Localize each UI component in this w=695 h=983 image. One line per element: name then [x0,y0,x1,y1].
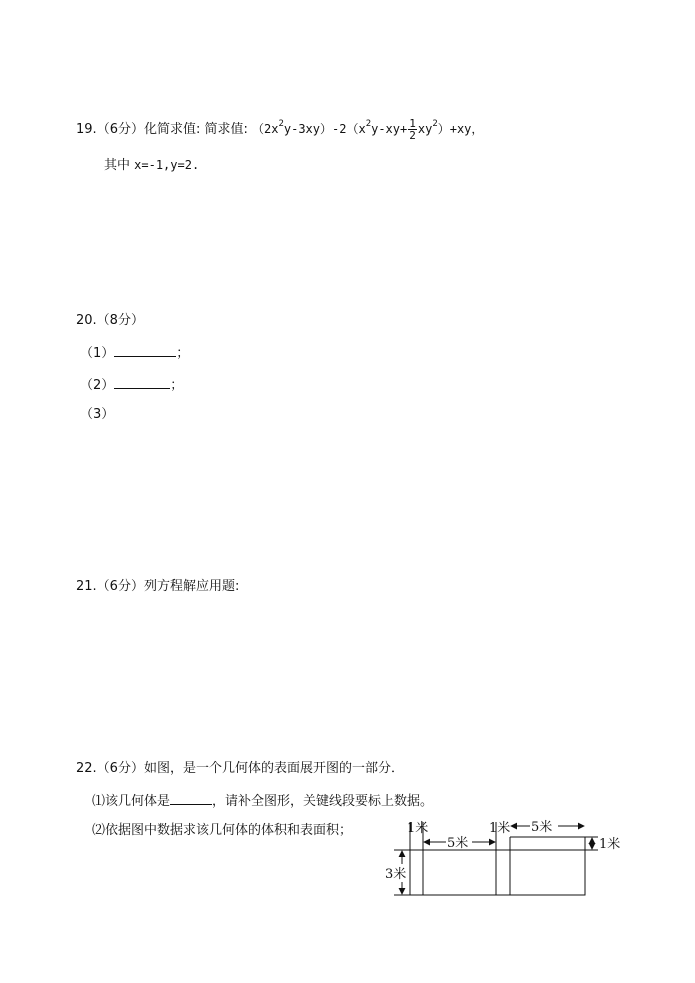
fraction-denominator: 2 [409,129,416,142]
q22-sub2: ⑵依据图中数据求该几何体的体积和表面积； [92,823,353,838]
net-face-large-right [510,850,585,895]
q20-part2-semicolon: ； [170,378,184,393]
dim-label-1m-right: 1米 [599,837,621,852]
exponent: 2 [278,119,284,129]
q20-part1-semicolon: ； [176,346,190,361]
dim-label-5m-first: 5米 [447,836,469,851]
q19-where-line [104,156,199,175]
q22-line [76,760,404,778]
q20-part2-answer-blank[interactable] [114,375,170,389]
expr-part: xy [417,122,433,136]
net-face-large-left [423,850,496,895]
expr-part: y-xy+ [371,122,408,136]
q21-text: 列方程解应用题: [143,579,240,594]
exponent: 2 [365,119,372,129]
dim-label-1m-second: 1米 [489,821,511,836]
q22-sub1-text-b: ，请补全图形，关键线段要标上数据。 [212,794,434,809]
exponent: 2 [432,119,438,129]
dim-label-1m-first: 1米 [407,821,429,836]
q22-sub1-answer-blank[interactable] [170,791,212,805]
fraction-numerator: 1 [409,117,416,130]
net-face-strip-left [410,850,423,895]
expr-part: （2x [252,122,279,136]
net-face-strip-right [496,850,510,895]
fraction-one-half [408,118,417,141]
q22-text: 如图，是一个几何体的表面展开图的一部分． [143,761,404,776]
expr-part: ）+xy， [437,122,484,136]
q20-part2 [80,375,183,395]
q19-lead-text: 化简求值: 简求值: [143,122,252,137]
q20-part1-answer-blank[interactable] [114,343,176,357]
net-diagram [380,812,640,902]
q19-where-label: 其中 [104,158,135,173]
q19-number: 19. [76,122,97,137]
q19-score: （6分） [96,122,144,137]
q20-part1 [80,343,189,363]
q22-header: 22.（6分） [76,761,144,776]
q19-line [76,118,483,141]
expr-part: y-3xy）-2（x [283,122,366,136]
dim-label-5m-second: 5米 [531,820,553,835]
q20-part3: （3） [80,407,115,422]
q21-header: 21.（6分） [76,579,144,594]
q20-part2-label: （2） [80,378,115,393]
q22-sub1-text-a: ⑴该几何体是 [92,794,171,809]
q22-sub1 [92,791,433,811]
dim-label-3m: 3米 [385,867,407,882]
q19-expression [252,117,484,142]
q20-header: 20.（8分） [76,313,144,328]
q19-where-values: x=-1,y=2. [134,158,200,172]
q21-line [76,578,239,596]
q20-part1-label: （1） [80,346,115,361]
